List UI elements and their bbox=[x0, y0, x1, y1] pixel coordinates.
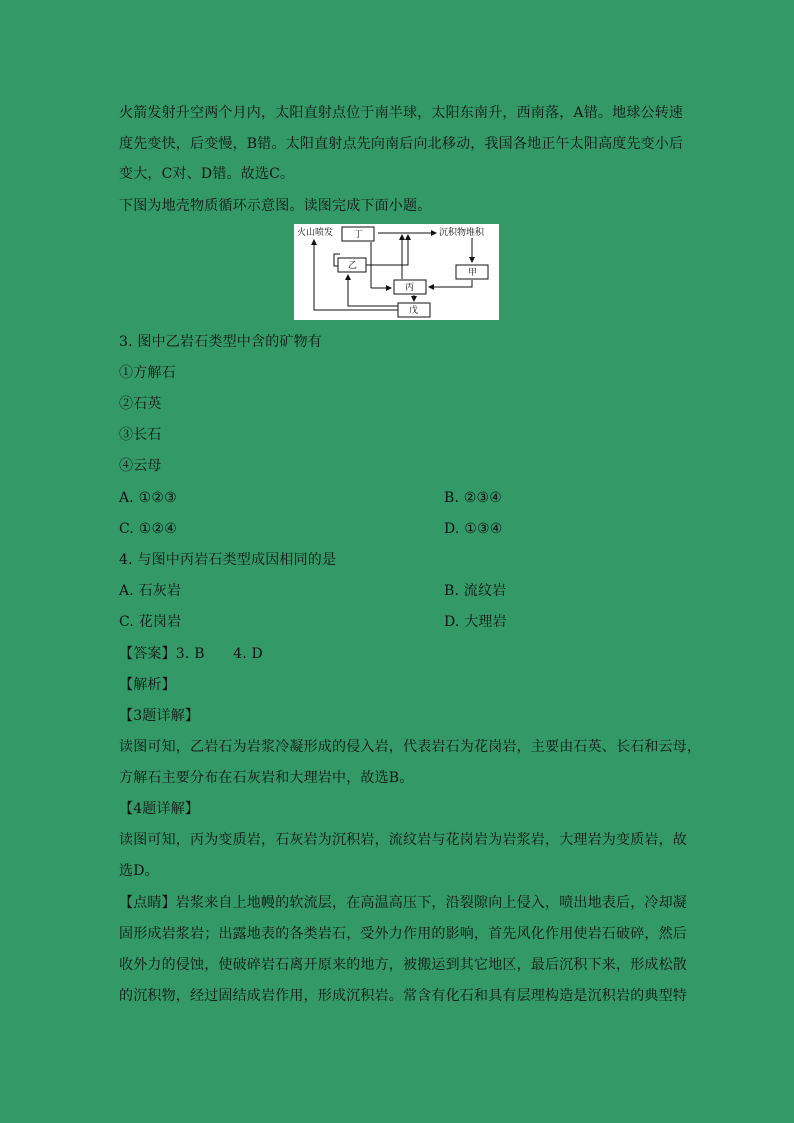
q3-stem: 3. 图中乙岩石类型中含的矿物有 bbox=[119, 334, 323, 350]
box-wu-label: 戊 bbox=[409, 306, 419, 316]
q3-detail-line-1: 读图可知，乙岩石为岩浆冷凝形成的侵入岩，代表岩石为花岗岩，主要由石英、长石和云母， bbox=[119, 739, 702, 755]
intro-line-1: 火箭发射升空两个月内，太阳直射点位于南半球，太阳东南升，西南落，A错。地球公转速 bbox=[119, 105, 684, 121]
q4-option-c: C. 花岗岩 bbox=[119, 614, 182, 630]
rock-cycle-diagram bbox=[294, 224, 499, 320]
q3-item-3: ③长石 bbox=[119, 427, 162, 443]
box-yi-label: 乙 bbox=[348, 261, 358, 271]
q3-option-d: D. ①③④ bbox=[444, 521, 503, 537]
line-yi-left bbox=[334, 254, 340, 266]
tip-line-4: 的沉积物，经过固结成岩作用，形成沉积岩。常含有化石和具有层理构造是沉积岩的典型特 bbox=[119, 988, 687, 1004]
q3-option-b: B. ②③④ bbox=[444, 490, 503, 506]
q3-detail-line-2: 方解石主要分布在石灰岩和大理岩中，故选B。 bbox=[119, 770, 414, 786]
sediment-label: 沉积物堆积 bbox=[439, 228, 485, 238]
q4-detail-label: 【4题详解】 bbox=[119, 801, 200, 817]
q4-option-d: D. 大理岩 bbox=[444, 614, 507, 630]
box-jia-label: 甲 bbox=[468, 268, 478, 278]
q3-option-a: A. ①②③ bbox=[119, 490, 177, 506]
q3-item-4: ④云母 bbox=[119, 458, 162, 474]
intro-line-2: 度先变快，后变慢，B错。太阳直射点先向南后向北移动，我国各地正午太阳高度先变小后 bbox=[119, 136, 684, 152]
q3-item-1: ①方解石 bbox=[119, 365, 176, 381]
q3-detail-label: 【3题详解】 bbox=[119, 708, 200, 724]
arrow-jia-bing bbox=[429, 280, 472, 287]
rock-cycle-svg bbox=[294, 224, 499, 320]
answer-line: 【答案】3. B 4. D bbox=[119, 646, 263, 662]
arrow-wu-yi bbox=[348, 275, 398, 306]
intro-line-3: 变大，C对、D错。故选C。 bbox=[119, 166, 295, 182]
q4-option-b: B. 流纹岩 bbox=[444, 583, 507, 599]
q3-item-2: ②石英 bbox=[119, 396, 162, 412]
tip-line-2: 固形成岩浆岩；出露地表的各类岩石，受外力作用的影响，首先风化作用使岩石破碎，然后 bbox=[119, 926, 687, 942]
q4-stem: 4. 与图中丙岩石类型成因相同的是 bbox=[119, 552, 337, 568]
arrow-wu-volcano bbox=[314, 240, 398, 310]
q4-detail-line-2: 选D。 bbox=[119, 863, 159, 879]
q4-option-a: A. 石灰岩 bbox=[119, 583, 182, 599]
volcano-label: 火山喷发 bbox=[297, 228, 334, 238]
analysis-label: 【解析】 bbox=[119, 677, 176, 693]
q4-detail-line-1: 读图可知，丙为变质岩，石灰岩为沉积岩，流纹岩与花岗岩为岩浆岩，大理岩为变质岩，故 bbox=[119, 832, 687, 848]
q3-option-c: C. ①②④ bbox=[119, 521, 177, 537]
box-bing-label: 丙 bbox=[405, 283, 415, 293]
tip-line-3: 收外力的侵蚀，使破碎岩石离开原来的地方，被搬运到其它地区，最后沉积下来，形成松散 bbox=[119, 957, 687, 973]
figure-intro: 下图为地壳物质循环示意图。读图完成下面小题。 bbox=[119, 198, 432, 214]
tip-line-1: 【点睛】岩浆来自上地幔的软流层，在高温高压下，沿裂隙向上侵入，喷出地表后，冷却凝 bbox=[119, 895, 687, 911]
box-ding-label: 丁 bbox=[354, 230, 364, 240]
